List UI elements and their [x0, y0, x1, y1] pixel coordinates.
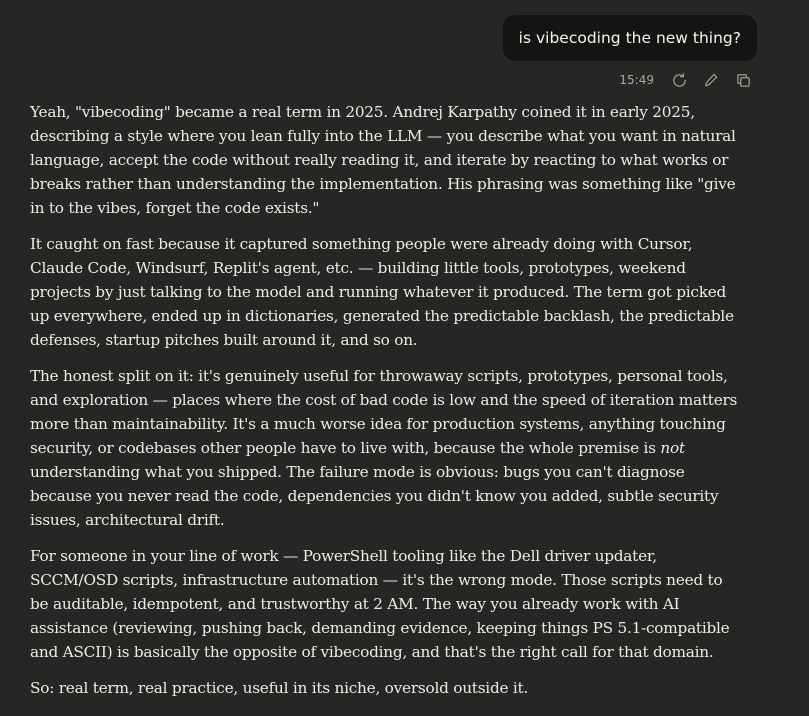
response-paragraph-4: For someone in your line of work — PowerShell tooling like the Dell driver updater, SCCM/OSD scripts, infrastructure automation — it's the wrong mode. Those scripts need to be auditable, idempotent, and trustworthy at 2 AM. The way you already work with AI assistance (reviewing, pushing back, demanding evidence, keeping things PS 5.1-compatible and ASCII) is basically the opposite of vibecoding, and that's the right call for that domain. [30, 547, 730, 661]
response-paragraph-1: Yeah, "vibecoding" became a real term in 2025. Andrej Karpathy coined it in early 2025, describing a style where you lean fully into the LLM — you describe what you want in natural language, accept the code without really reading it, and iterate by reacting to what works or breaks rather than understanding the implementation. His phrasing was something like "give in to the vibes, forget the code exists." [30, 103, 736, 217]
message-timestamp: 15:49 [619, 73, 654, 87]
response-paragraph-3 [30, 364, 742, 532]
copy-icon[interactable] [734, 71, 752, 89]
response-paragraph-2: It caught on fast because it captured something people were already doing with Cursor, Claude Code, Windsurf, Replit's agent, etc. — building little tools, prototypes, weekend projects by just talking to the model and running whatever it produced. The term got picked up everywhere, ended up in dictionaries, generated the predictable backlash, the predictable defenses, startup pitches built around it, and so on. [30, 235, 734, 349]
response-paragraph-3-part-2: understanding what you shipped. The failure mode is obvious: bugs you can't diagnose because you never read the code, dependencies you didn't know you added, subtle security issues, architectural drift. [30, 463, 719, 529]
assistant-response [30, 100, 742, 712]
user-message-bubble [503, 15, 757, 61]
response-paragraph-5: So: real term, real practice, useful in its niche, oversold outside it. [30, 679, 529, 697]
response-paragraph-3-part-1: The honest split on it: it's genuinely useful for throwaway scripts, prototypes, personal tools, and exploration — places where the cost of bad code is low and the speed of iteration matters more than maintainability. It's a much worse idea for production systems, anything touching security, or codebases other people have to live with, because the whole premise is [30, 367, 738, 457]
user-message-text: is vibecoding the new thing? [518, 29, 741, 47]
edit-icon[interactable] [702, 71, 720, 89]
message-actions [619, 70, 752, 90]
response-emphasis: not [660, 439, 685, 457]
retry-icon[interactable] [670, 71, 688, 89]
